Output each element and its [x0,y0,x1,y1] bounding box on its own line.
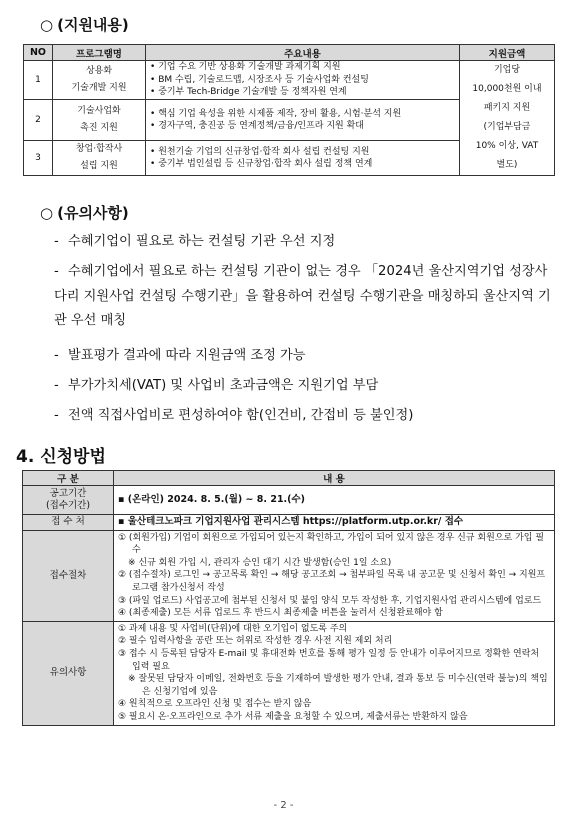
application-method-heading: 4. 신청방법 [16,447,106,467]
table-row: 3 창업·합작사 설립 지원 • 원천기술 기업의 신규창업·합작 회사 설립 컨설팅 지원 • 중기부 법인설립 등 신규창업·합작 회사 설립 정책 연계 [24,141,555,176]
table-header-row: 구 분 내 용 [23,471,555,486]
bullet-icon: • [150,74,156,85]
table-row: 2 기술사업화 촉진 지원 • 핵심 기업 육성을 위한 시제품 제작, 장비 활용, 시험·분석 지원 • 경자구역, 충진공 등 연계정책/금융/인프라 지원 확대 [24,100,555,141]
application-table [22,470,555,726]
bullet-icon: • [150,159,156,169]
note-item: - 발표평가 결과에 따라 지원금액 조정 가능 [54,348,306,363]
note-item: - 전액 직접사업비로 편성하여야 함(인건비, 간접비 등 불인정) [54,408,414,423]
table-row: 공고기간 (접수기간) ▪ (온라인) 2024. 8. 5.(월) ~ 8. 21.(수) [23,486,555,515]
bullet-icon: • [150,146,156,157]
support-table [23,44,555,176]
support-amount: 기업당 10,000천원 이내 패키지 지원 (기업부담금 10% 이상, VAT 별도) [460,61,555,176]
table-row: 유의사항 ① 과제 내용 및 사업비(단위)에 대한 오기입이 없도록 주의 ② 필수 입력사항을 공란 또는 허위로 작성한 경우 사전 지원 제외 처리 ③ 접수 시 등록된 담당자 E-mail 및 휴대전화 번호를 통해 평가 일정 등 안내가 이루어지므로 정확한 연락처 입력 필요 ※ 잘못된 담당자 이메일, 전화번호 등을 기재하여 발생한 평가 안내, 결과 통보 등 미수신(연락 불능)의 책임은 신청기업에 있음 ④ 원칙적으로 오프라인 신청 및 접수는 받지 않음 ⑤ 필요시 온·오프라인으로 추가 서류 제출을 요청할 수 있으며, 제출서류는 반환하지 않음 [23,621,555,725]
section-support-heading: ○ (지원내용) [40,16,129,34]
note-item: - 부가가치세(VAT) 및 사업비 초과금액은 지원기업 부담 [54,378,379,393]
bullet-icon: • [150,108,156,119]
table-row: 1 상용화 기술개발 지원 • 기업 수요 기반 상용화 기술개발 과제기획 지원 • BM 수립, 기술로드맵, 시장조사 등 기술사업화 컨설팅 • 중기부 Tech-Bridge 기술개발 등 정책자원 연계 기업당 10,000천원 이내 패키지 지원 (기업부담금 10% 이상, VAT 별도) [24,61,555,100]
table-row: 접수절차 ① (회원가입) 기업이 회원으로 가입되어 있는지 확인하고, 가입이 되어 있지 않은 경우 신규 회원으로 가입 필수 ※ 신규 회원 가입 시, 관리자 승인 대기 시간 발생함(승인 1일 소요) ② (접수절차) 로그인 → 공고목록 확인 → 해당 공고조회 → 첨부파일 목록 내 공고문 및 신청서 확인 → 지원프로그램 참가신청서 작성 ③ (파일 업로드) 사업공고에 첨부된 신청서 및 붙임 양식 모두 작성한 후, 기업지원사업 관리시스템에 업로드 ④ (최종제출) 모든 서류 업로드 후 반드시 최종제출 버튼을 눌러서 신청완료해야 함 [23,530,555,621]
note-item: - 수혜기업에서 필요로 하는 컨설팅 기관이 없는 경우 「2024년 울산지역기업 성장사다리 지원사업 컨설팅 수행기관」을 활용하여 컨설팅 수행기관을 매칭하되 울산지역 기관 우선 매칭 [54,264,551,328]
circle-marker-icon: ○ [40,16,54,34]
table-row: 접 수 처 ▪ 울산테크노파크 기업지원사업 관리시스템 https://platform.utp.or.kr/ 접수 [23,515,555,531]
circle-marker-icon: ○ [40,204,54,222]
page-number: - 2 - [273,800,294,811]
bullet-icon: • [150,62,156,73]
bullet-icon: • [150,87,156,98]
bullet-icon: • [150,121,156,131]
note-item: - 수혜기업이 필요로 하는 컨설팅 기관 우선 지정 [54,234,336,249]
table-header-row: NO 프로그램명 주요내용 지원금액 [24,45,555,61]
section-caution-heading: ○ (유의사항) [40,204,129,222]
